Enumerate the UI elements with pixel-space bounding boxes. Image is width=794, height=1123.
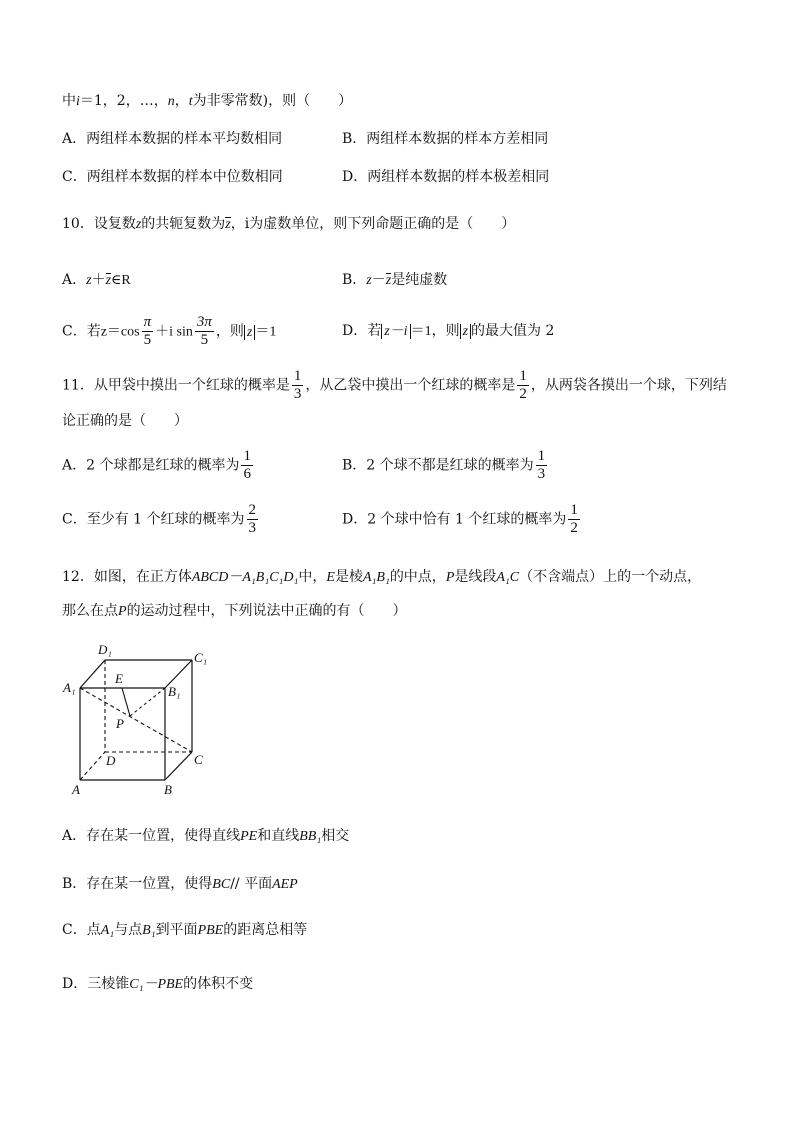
relation: ∈R	[111, 273, 131, 288]
fraction	[517, 368, 529, 403]
q12-stem-line1	[62, 570, 701, 585]
denominator: 2	[570, 520, 578, 536]
numerator: π	[143, 314, 152, 330]
expr: ＝1	[255, 324, 277, 340]
expr: z＝cos	[100, 324, 140, 340]
text: A．2 个球都是红球的概率为	[62, 457, 240, 474]
text: 到平面	[155, 922, 198, 938]
label: A．	[62, 272, 87, 288]
point-p: P	[445, 570, 455, 585]
fraction	[536, 448, 548, 483]
q12-stem-line2	[62, 604, 407, 619]
denominator: 3	[248, 520, 257, 536]
label-p: P	[116, 716, 124, 731]
text: 与点	[114, 922, 143, 938]
q10-option-c	[62, 314, 276, 349]
q11-option-d	[342, 502, 582, 537]
fraction	[247, 502, 259, 537]
expr: ＝1，则	[410, 324, 460, 339]
text: 的距离总相等	[223, 922, 308, 938]
edge-ad-hidden	[80, 752, 105, 780]
text: 和直线	[257, 828, 300, 844]
q10-option-a	[62, 273, 131, 288]
label: C．若	[62, 323, 101, 340]
q10-option-b	[342, 273, 447, 288]
label-e: E	[115, 671, 123, 686]
label-b1: B₁	[168, 684, 181, 699]
point-b1: B₁	[142, 923, 156, 938]
denominator: 6	[243, 466, 251, 482]
var-z-conjugate: z	[105, 273, 112, 288]
text: D．2 个球中恰有 1 个红球的概率为	[342, 511, 567, 528]
text: ，从两袋各摸出一个球，下列结	[530, 377, 727, 394]
cube-figure	[60, 640, 220, 800]
q11-option-a	[62, 448, 255, 483]
numerator: 1	[293, 368, 302, 384]
text: 是线段	[454, 569, 497, 585]
text: ，从乙袋中摸出一个红球的概率是	[305, 377, 516, 394]
fraction	[142, 314, 154, 349]
var-z-conjugate: z	[225, 217, 231, 232]
edge-a1d1	[80, 660, 105, 688]
text: 中，	[298, 569, 327, 585]
label: B．	[342, 272, 367, 288]
text: 的最大值为 2	[471, 323, 555, 339]
text: ，i为虚数单位，则下列命题正确的是（ ）	[230, 216, 516, 232]
text: 12．如图，在正方体	[62, 569, 192, 585]
line-bb1: BB₁	[299, 829, 322, 844]
q12-option-a	[62, 829, 349, 844]
var-z: z	[135, 217, 142, 232]
text: C．点	[62, 922, 101, 938]
q11-option-c	[62, 502, 260, 537]
line-pe: PE	[240, 829, 258, 844]
label-d: D	[106, 753, 116, 768]
label: D．若	[342, 323, 382, 339]
q9-option-c: C．两组样本数据的样本中位数相同	[62, 169, 283, 185]
q11-stem	[62, 368, 727, 403]
q9-option-a: A．两组样本数据的样本平均数相同	[62, 131, 283, 147]
point-a1: A₁	[100, 923, 115, 938]
edge-bc	[165, 752, 192, 780]
pyramid-name: C₁－PBE	[129, 977, 184, 992]
fraction	[241, 448, 253, 483]
fraction	[292, 368, 304, 403]
numerator: 1	[537, 448, 546, 464]
q9-continuation	[62, 94, 352, 109]
q9-option-d: D．两组样本数据的样本极差相同	[342, 169, 550, 185]
text: ，	[174, 93, 189, 109]
denominator: 5	[143, 332, 152, 348]
edge: A₁B₁	[362, 570, 390, 585]
text: 那么在点	[62, 603, 118, 619]
segment-ep	[122, 688, 130, 716]
text: A．存在某一位置，使得直线	[62, 828, 241, 844]
label-d1: D₁	[98, 642, 112, 657]
text: 11．从甲袋中摸出一个红球的概率是	[62, 377, 290, 394]
plane-aep: AEP	[272, 877, 298, 892]
abs-value: z－i	[381, 324, 410, 339]
text: ，则	[215, 323, 244, 340]
abs-value: z	[244, 325, 255, 340]
text: B．存在某一位置，使得	[62, 876, 213, 892]
var-z-conjugate: z	[385, 273, 392, 288]
label-a: A	[72, 782, 80, 797]
text: 的体积不变	[183, 976, 254, 992]
var-i: i	[76, 94, 80, 109]
text: 的共轭复数为	[141, 216, 226, 232]
text: 是纯虚数	[391, 272, 448, 288]
plane-pbe: PBE	[197, 923, 224, 938]
fraction	[195, 314, 214, 349]
numerator: 2	[248, 502, 257, 518]
text: 的运动过程中，下列说法中正确的有（ ）	[126, 603, 407, 619]
text: B．2 个球不都是红球的概率为	[342, 457, 534, 474]
denominator: 3	[293, 386, 302, 402]
numerator: 3π	[196, 314, 212, 330]
line-bc: BC	[212, 877, 231, 892]
q12-option-c	[62, 923, 307, 938]
denominator: 3	[537, 466, 546, 482]
op: －	[371, 273, 386, 288]
text: 相交	[321, 828, 350, 844]
fraction	[568, 502, 580, 537]
var-z: z	[86, 273, 92, 288]
q12-option-d	[62, 977, 253, 992]
q9-option-b: B．两组样本数据的样本方差相同	[342, 131, 549, 147]
var-n: n	[167, 94, 175, 109]
expr: ＋i sin	[155, 324, 193, 340]
q11-stem-line2: 论正确的是（ ）	[62, 413, 188, 429]
text: ＝1，2，…，	[79, 93, 168, 109]
numerator: 1	[570, 502, 578, 518]
var-z: z	[366, 273, 372, 288]
text: 的中点，	[389, 569, 446, 585]
var-t: t	[188, 94, 193, 109]
label-a1: A₁	[63, 680, 76, 695]
text: 为非零常数)，则（ ）	[192, 93, 353, 109]
abs-value: z	[460, 324, 471, 339]
q12-option-b	[62, 877, 298, 892]
text: 10．设复数	[62, 216, 136, 232]
point-p: P	[118, 604, 127, 619]
text: （不含端点）上的一个动点，	[519, 569, 702, 585]
text: C．至少有 1 个红球的概率为	[62, 511, 245, 528]
cube-name: ABCD－A₁B₁C₁D₁	[191, 570, 299, 585]
label-b: B	[164, 782, 172, 797]
text: 中	[62, 93, 76, 109]
text: // 平面	[230, 876, 273, 892]
label-c1: C₁	[194, 650, 208, 665]
q10-stem	[62, 217, 515, 232]
numerator: 1	[243, 448, 251, 464]
text: D．三棱锥	[62, 976, 130, 992]
q10-option-d	[342, 324, 554, 339]
op: ＋	[91, 273, 106, 288]
numerator: 1	[519, 368, 527, 384]
segment-pb1	[130, 688, 165, 716]
denominator: 5	[200, 332, 209, 348]
label-c: C	[194, 752, 203, 767]
point-e: E	[326, 570, 335, 585]
text: 是棱	[334, 569, 363, 585]
segment: A₁C	[496, 570, 520, 585]
denominator: 2	[519, 386, 527, 402]
q11-option-b	[342, 448, 549, 483]
